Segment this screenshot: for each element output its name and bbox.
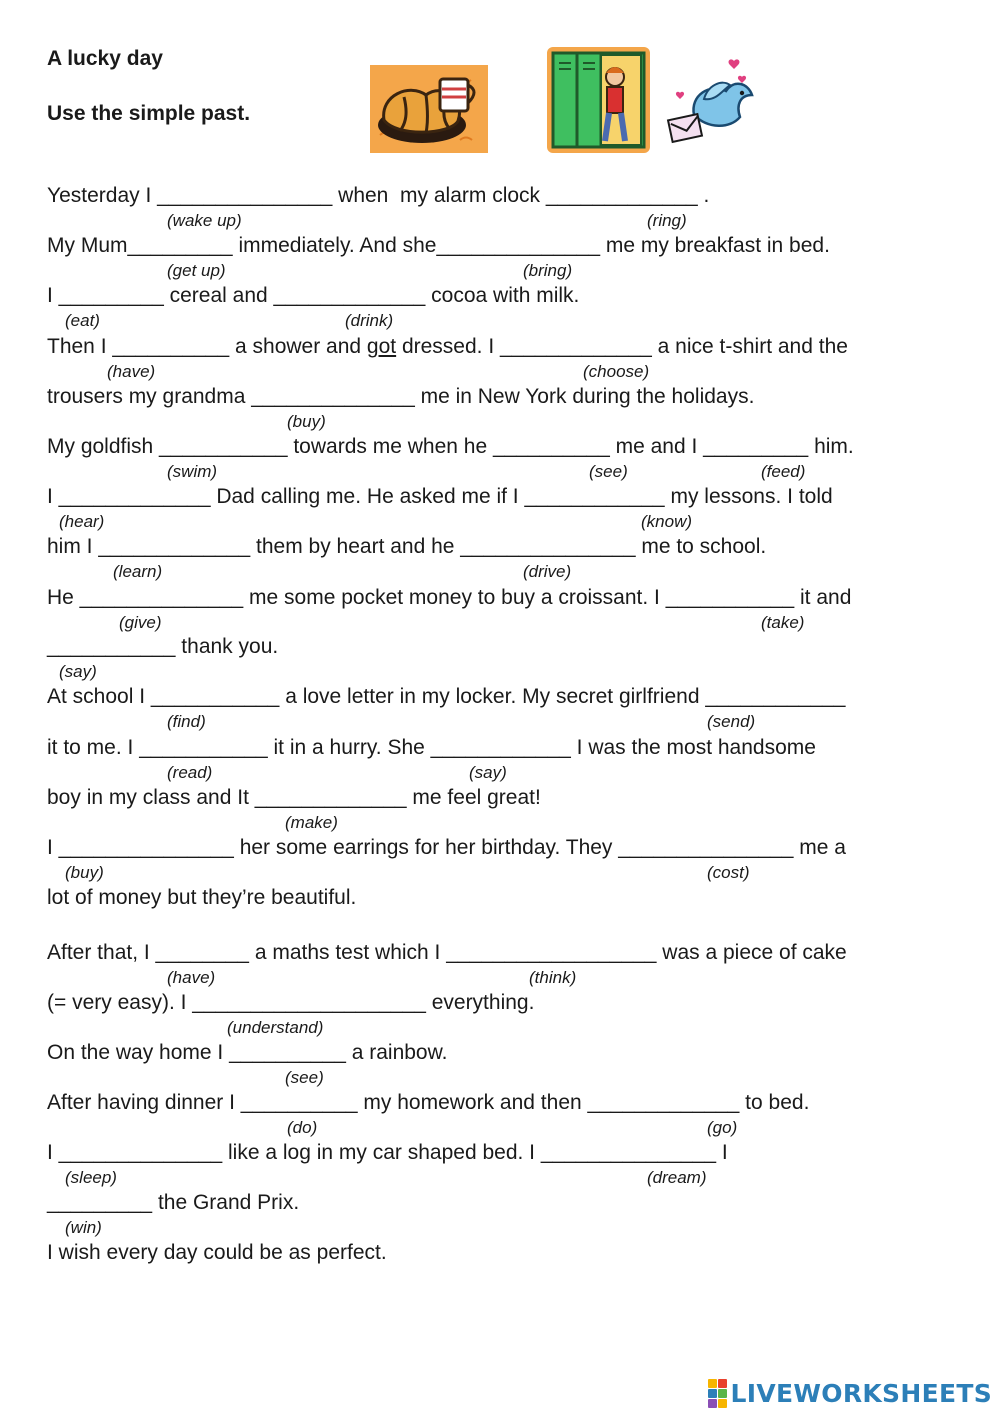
text-line: him I _____________ them by heart and he _______________ me to school. bbox=[47, 535, 767, 558]
line-segment: dressed. I _____________ a nice t-shirt and the bbox=[396, 335, 848, 358]
underlined-word: got bbox=[366, 335, 397, 358]
verb-hint: (sleep) bbox=[65, 1168, 117, 1187]
verb-hint: (find) bbox=[167, 712, 206, 731]
verb-hint: (read) bbox=[167, 763, 213, 782]
text-line: After that, I ________ a maths test which I __________________ was a piece of cake bbox=[47, 941, 847, 964]
text-line: lot of money but they’re beautiful. bbox=[47, 886, 357, 909]
verb-hint: (say) bbox=[59, 662, 97, 681]
verb-hint: (win) bbox=[65, 1218, 102, 1237]
croissant-coffee-icon bbox=[370, 65, 488, 153]
verb-hint: (cost) bbox=[707, 863, 750, 882]
verb-hint: (ring) bbox=[647, 211, 687, 230]
text-line: it to me. I ___________ it in a hurry. She ____________ I was the most handsome bbox=[47, 736, 816, 759]
verb-hint: (have) bbox=[167, 968, 216, 987]
text-line: (= very easy). I ____________________ everything. bbox=[47, 991, 535, 1014]
verb-hint: (learn) bbox=[113, 562, 163, 581]
line-segment: Then I __________ a shower and bbox=[47, 335, 367, 358]
verb-hint: (drink) bbox=[345, 311, 394, 330]
illustrations bbox=[368, 45, 768, 157]
text-line bbox=[47, 335, 848, 359]
worksheet-title: A lucky day bbox=[47, 47, 163, 70]
verb-hint: (make) bbox=[285, 813, 338, 832]
text-line: On the way home I __________ a rainbow. bbox=[47, 1041, 448, 1064]
verb-hint: (hear) bbox=[59, 512, 105, 531]
liveworksheets-logo bbox=[708, 1379, 992, 1407]
brand-name: LIVEWORKSHEETS bbox=[730, 1378, 992, 1408]
verb-hint: (see) bbox=[285, 1068, 324, 1087]
verb-hint: (do) bbox=[287, 1118, 318, 1137]
text-line: trousers my grandma ______________ me in New York during the holidays. bbox=[47, 385, 755, 408]
locker-boy-icon bbox=[547, 47, 650, 153]
verb-hint: (say) bbox=[469, 763, 507, 782]
verb-hint: (choose) bbox=[583, 362, 650, 381]
text-line: I ______________ like a log in my car shaped bed. I _______________ I bbox=[47, 1141, 728, 1164]
verb-hint: (drive) bbox=[523, 562, 572, 581]
text-line: My goldfish ___________ towards me when he __________ me and I _________ him. bbox=[47, 435, 854, 458]
bird-love-letter-icon bbox=[664, 55, 760, 151]
text-line: I _____________ Dad calling me. He asked me if I ____________ my lessons. I told bbox=[47, 485, 833, 508]
liveworksheets-mark-icon bbox=[708, 1379, 727, 1408]
verb-hint: (have) bbox=[107, 362, 156, 381]
text-line: I _______________ her some earrings for her birthday. They _______________ me a bbox=[47, 836, 846, 859]
verb-hint: (go) bbox=[707, 1118, 738, 1137]
verb-hint: (know) bbox=[641, 512, 693, 531]
text-line: After having dinner I __________ my homework and then _____________ to bed. bbox=[47, 1091, 810, 1114]
verb-hint: (buy) bbox=[65, 863, 104, 882]
text-line: I _________ cereal and _____________ cocoa with milk. bbox=[47, 284, 580, 307]
verb-hint: (eat) bbox=[65, 311, 100, 330]
text-line: He ______________ me some pocket money to buy a croissant. I ___________ it and bbox=[47, 586, 852, 609]
text-line: _________ the Grand Prix. bbox=[47, 1191, 300, 1214]
text-line: My Mum_________ immediately. And she______________ me my breakfast in bed. bbox=[47, 234, 830, 257]
text-line: ___________ thank you. bbox=[47, 635, 279, 658]
verb-hint: (wake up) bbox=[167, 211, 242, 230]
text-line: I wish every day could be as perfect. bbox=[47, 1241, 387, 1264]
verb-hint: (dream) bbox=[647, 1168, 707, 1187]
verb-hint: (understand) bbox=[227, 1018, 324, 1037]
worksheet-instruction: Use the simple past. bbox=[47, 102, 251, 125]
verb-hint: (swim) bbox=[167, 462, 218, 481]
text-line: At school I ___________ a love letter in my locker. My secret girlfriend ____________ bbox=[47, 685, 846, 708]
text-line: Yesterday I _______________ when my alarm clock _____________ . bbox=[47, 184, 710, 207]
verb-hint: (give) bbox=[119, 613, 162, 632]
verb-hint: (see) bbox=[589, 462, 628, 481]
verb-hint: (send) bbox=[707, 712, 756, 731]
verb-hint: (bring) bbox=[523, 261, 573, 280]
verb-hint: (take) bbox=[761, 613, 805, 632]
text-line: boy in my class and It _____________ me feel great! bbox=[47, 786, 541, 809]
verb-hint: (get up) bbox=[167, 261, 226, 280]
verb-hint: (buy) bbox=[287, 412, 326, 431]
verb-hint: (feed) bbox=[761, 462, 806, 481]
verb-hint: (think) bbox=[529, 968, 577, 987]
